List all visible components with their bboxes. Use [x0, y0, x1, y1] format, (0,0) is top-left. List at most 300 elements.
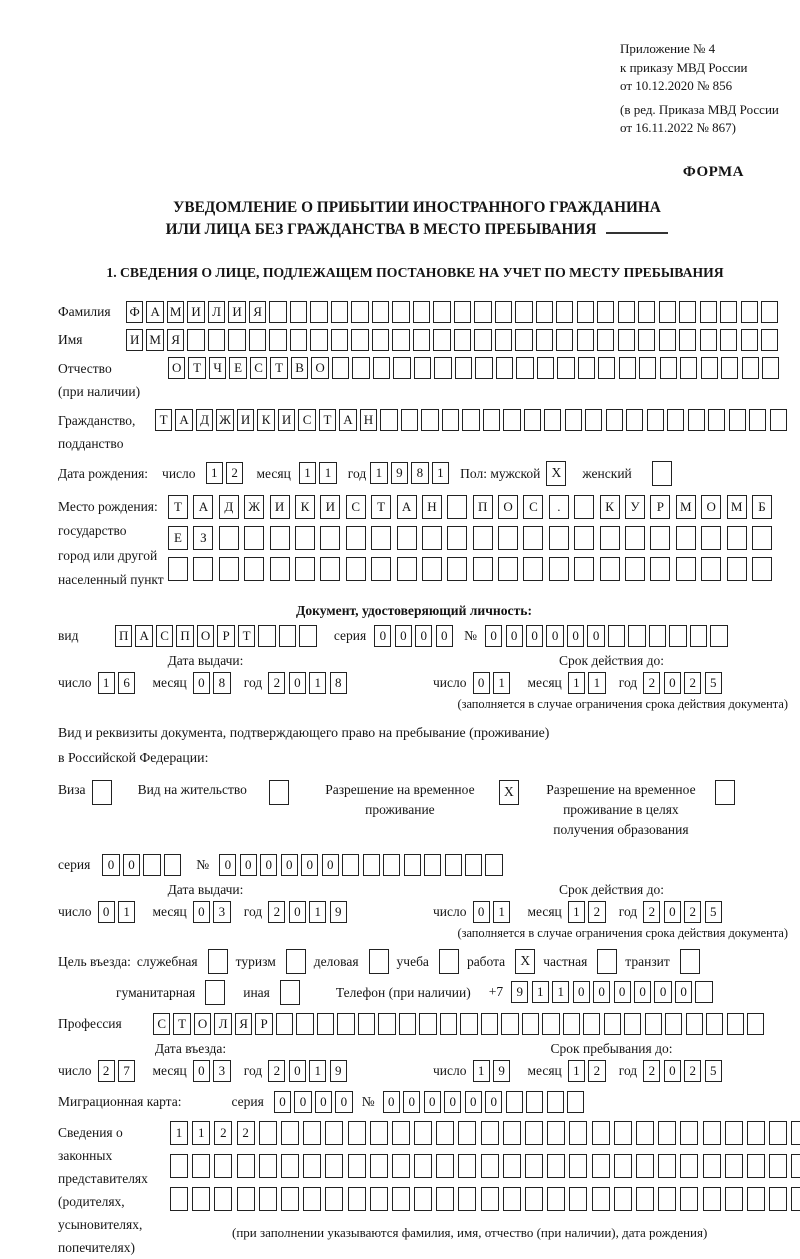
- char-box[interactable]: Т: [270, 357, 287, 379]
- char-box[interactable]: 0: [634, 981, 651, 1003]
- char-box[interactable]: [569, 1121, 587, 1145]
- char-box[interactable]: [269, 329, 286, 351]
- char-box[interactable]: А: [339, 409, 356, 431]
- char-box[interactable]: 2: [226, 462, 243, 484]
- char-box[interactable]: [458, 1121, 476, 1145]
- char-box[interactable]: [706, 1013, 723, 1035]
- char-box[interactable]: [710, 625, 727, 647]
- char-box[interactable]: [352, 357, 369, 379]
- char-box[interactable]: А: [193, 495, 213, 519]
- char-box[interactable]: [503, 409, 520, 431]
- char-box[interactable]: [769, 1121, 787, 1145]
- char-box[interactable]: [542, 1013, 559, 1035]
- char-box[interactable]: [703, 1187, 721, 1211]
- char-box[interactable]: [598, 357, 615, 379]
- char-box[interactable]: 0: [301, 854, 318, 876]
- char-box[interactable]: [645, 1013, 662, 1035]
- char-box[interactable]: [741, 329, 758, 351]
- char-box[interactable]: [433, 301, 450, 323]
- char-box[interactable]: [583, 1013, 600, 1035]
- char-box[interactable]: [700, 329, 717, 351]
- char-box[interactable]: Р: [650, 495, 670, 519]
- char-box[interactable]: 0: [485, 625, 502, 647]
- char-box[interactable]: 0: [193, 901, 210, 923]
- char-box[interactable]: 0: [374, 625, 391, 647]
- char-box[interactable]: Т: [238, 625, 255, 647]
- char-box[interactable]: [600, 557, 620, 581]
- char-box[interactable]: [569, 1187, 587, 1211]
- char-box[interactable]: [325, 1121, 343, 1145]
- char-box[interactable]: 2: [588, 1060, 605, 1082]
- char-box[interactable]: [658, 1121, 676, 1145]
- char-box[interactable]: [380, 409, 397, 431]
- char-box[interactable]: Я: [249, 301, 266, 323]
- char-box[interactable]: [680, 1187, 698, 1211]
- char-box[interactable]: [351, 301, 368, 323]
- char-box[interactable]: [458, 1187, 476, 1211]
- char-box[interactable]: [752, 557, 772, 581]
- char-box[interactable]: Е: [168, 526, 188, 550]
- char-box[interactable]: [473, 557, 493, 581]
- char-box[interactable]: 0: [436, 625, 453, 647]
- char-box[interactable]: 2: [643, 1060, 660, 1082]
- char-box[interactable]: 3: [213, 1060, 230, 1082]
- char-box[interactable]: Т: [173, 1013, 190, 1035]
- char-box[interactable]: [414, 1187, 432, 1211]
- char-box[interactable]: [370, 1121, 388, 1145]
- char-box[interactable]: [636, 1187, 654, 1211]
- char-box[interactable]: 0: [506, 625, 523, 647]
- char-box[interactable]: 3: [213, 901, 230, 923]
- char-box[interactable]: [556, 329, 573, 351]
- char-box[interactable]: Е: [229, 357, 246, 379]
- char-box[interactable]: [650, 557, 670, 581]
- char-box[interactable]: 1: [98, 672, 115, 694]
- char-box[interactable]: [337, 1013, 354, 1035]
- char-box[interactable]: [258, 625, 275, 647]
- char-box[interactable]: [747, 1121, 765, 1145]
- char-box[interactable]: Т: [168, 495, 188, 519]
- char-box[interactable]: [303, 1121, 321, 1145]
- char-box[interactable]: [192, 1187, 210, 1211]
- char-box[interactable]: 0: [322, 854, 339, 876]
- char-box[interactable]: [320, 557, 340, 581]
- purpose-official-checkbox[interactable]: [208, 949, 228, 974]
- char-box[interactable]: 0: [415, 625, 432, 647]
- char-box[interactable]: Ф: [126, 301, 143, 323]
- char-box[interactable]: К: [295, 495, 315, 519]
- char-box[interactable]: [526, 1091, 543, 1113]
- char-box[interactable]: [597, 329, 614, 351]
- char-box[interactable]: [618, 301, 635, 323]
- char-box[interactable]: [563, 1013, 580, 1035]
- char-box[interactable]: 1: [532, 981, 549, 1003]
- char-box[interactable]: [279, 625, 296, 647]
- char-box[interactable]: [547, 1091, 564, 1113]
- char-box[interactable]: С: [346, 495, 366, 519]
- char-box[interactable]: [690, 625, 707, 647]
- char-box[interactable]: [495, 301, 512, 323]
- char-box[interactable]: 0: [546, 625, 563, 647]
- char-box[interactable]: 2: [643, 672, 660, 694]
- char-box[interactable]: [413, 301, 430, 323]
- char-box[interactable]: [445, 854, 462, 876]
- char-box[interactable]: М: [676, 495, 696, 519]
- char-box[interactable]: 0: [593, 981, 610, 1003]
- char-box[interactable]: [525, 1121, 543, 1145]
- char-box[interactable]: Д: [196, 409, 213, 431]
- char-box[interactable]: [647, 409, 664, 431]
- char-box[interactable]: 0: [473, 672, 490, 694]
- char-box[interactable]: 0: [573, 981, 590, 1003]
- char-box[interactable]: [419, 1013, 436, 1035]
- char-box[interactable]: [436, 1121, 454, 1145]
- char-box[interactable]: [769, 1187, 787, 1211]
- char-box[interactable]: [320, 526, 340, 550]
- char-box[interactable]: Д: [219, 495, 239, 519]
- char-box[interactable]: 1: [370, 462, 387, 484]
- char-box[interactable]: [270, 526, 290, 550]
- char-box[interactable]: [565, 409, 582, 431]
- char-box[interactable]: З: [193, 526, 213, 550]
- char-box[interactable]: [725, 1187, 743, 1211]
- char-box[interactable]: [624, 1013, 641, 1035]
- char-box[interactable]: [614, 1154, 632, 1178]
- char-box[interactable]: [358, 1013, 375, 1035]
- char-box[interactable]: [422, 526, 442, 550]
- char-box[interactable]: [557, 357, 574, 379]
- char-box[interactable]: [547, 1187, 565, 1211]
- char-box[interactable]: [597, 301, 614, 323]
- char-box[interactable]: [397, 557, 417, 581]
- char-box[interactable]: [296, 1013, 313, 1035]
- char-box[interactable]: [392, 1154, 410, 1178]
- char-box[interactable]: [747, 1013, 764, 1035]
- char-box[interactable]: [592, 1187, 610, 1211]
- char-box[interactable]: [370, 1154, 388, 1178]
- char-box[interactable]: [638, 329, 655, 351]
- char-box[interactable]: 1: [309, 672, 326, 694]
- char-box[interactable]: А: [146, 301, 163, 323]
- char-box[interactable]: [625, 557, 645, 581]
- char-box[interactable]: [556, 301, 573, 323]
- char-box[interactable]: С: [153, 1013, 170, 1035]
- char-box[interactable]: 8: [330, 672, 347, 694]
- char-box[interactable]: Т: [371, 495, 391, 519]
- char-box[interactable]: [725, 1121, 743, 1145]
- char-box[interactable]: [281, 1187, 299, 1211]
- char-box[interactable]: [168, 557, 188, 581]
- char-box[interactable]: [608, 625, 625, 647]
- char-box[interactable]: И: [126, 329, 143, 351]
- char-box[interactable]: М: [167, 301, 184, 323]
- char-box[interactable]: К: [257, 409, 274, 431]
- char-box[interactable]: [742, 357, 759, 379]
- char-box[interactable]: [392, 301, 409, 323]
- char-box[interactable]: [725, 1154, 743, 1178]
- char-box[interactable]: [701, 357, 718, 379]
- char-box[interactable]: [769, 1154, 787, 1178]
- char-box[interactable]: [310, 329, 327, 351]
- char-box[interactable]: [614, 1187, 632, 1211]
- char-box[interactable]: 6: [118, 672, 135, 694]
- char-box[interactable]: [727, 526, 747, 550]
- char-box[interactable]: [237, 1154, 255, 1178]
- char-box[interactable]: [592, 1121, 610, 1145]
- temp-residence-education-checkbox[interactable]: [715, 780, 735, 805]
- char-box[interactable]: [495, 329, 512, 351]
- char-box[interactable]: 1: [568, 672, 585, 694]
- char-box[interactable]: 0: [614, 981, 631, 1003]
- char-box[interactable]: 1: [319, 462, 336, 484]
- char-box[interactable]: [658, 1154, 676, 1178]
- char-box[interactable]: [762, 357, 779, 379]
- char-box[interactable]: [747, 1187, 765, 1211]
- char-box[interactable]: [414, 1121, 432, 1145]
- char-box[interactable]: [567, 1091, 584, 1113]
- char-box[interactable]: [214, 1154, 232, 1178]
- char-box[interactable]: [516, 357, 533, 379]
- char-box[interactable]: [761, 329, 778, 351]
- char-box[interactable]: [475, 357, 492, 379]
- char-box[interactable]: [749, 409, 766, 431]
- char-box[interactable]: 0: [675, 981, 692, 1003]
- char-box[interactable]: [701, 557, 721, 581]
- char-box[interactable]: [219, 557, 239, 581]
- char-box[interactable]: [373, 357, 390, 379]
- char-box[interactable]: 0: [485, 1091, 502, 1113]
- char-box[interactable]: 0: [403, 1091, 420, 1113]
- char-box[interactable]: 8: [213, 672, 230, 694]
- char-box[interactable]: [325, 1187, 343, 1211]
- char-box[interactable]: [680, 357, 697, 379]
- char-box[interactable]: [729, 409, 746, 431]
- char-box[interactable]: [659, 301, 676, 323]
- char-box[interactable]: [422, 557, 442, 581]
- char-box[interactable]: 9: [330, 901, 347, 923]
- char-box[interactable]: [363, 854, 380, 876]
- char-box[interactable]: [721, 357, 738, 379]
- char-box[interactable]: [436, 1187, 454, 1211]
- char-box[interactable]: [503, 1121, 521, 1145]
- char-box[interactable]: [351, 329, 368, 351]
- char-box[interactable]: [703, 1121, 721, 1145]
- char-box[interactable]: 0: [98, 901, 115, 923]
- char-box[interactable]: [638, 301, 655, 323]
- char-box[interactable]: [524, 409, 541, 431]
- char-box[interactable]: [310, 301, 327, 323]
- char-box[interactable]: [679, 301, 696, 323]
- char-box[interactable]: [392, 329, 409, 351]
- char-box[interactable]: [371, 526, 391, 550]
- char-box[interactable]: [259, 1154, 277, 1178]
- char-box[interactable]: [720, 329, 737, 351]
- char-box[interactable]: 5: [705, 901, 722, 923]
- char-box[interactable]: [536, 301, 553, 323]
- char-box[interactable]: [295, 557, 315, 581]
- char-box[interactable]: А: [135, 625, 152, 647]
- char-box[interactable]: В: [291, 357, 308, 379]
- char-box[interactable]: [503, 1187, 521, 1211]
- char-box[interactable]: [680, 1154, 698, 1178]
- char-box[interactable]: П: [115, 625, 132, 647]
- char-box[interactable]: [303, 1154, 321, 1178]
- char-box[interactable]: Ч: [209, 357, 226, 379]
- char-box[interactable]: [650, 526, 670, 550]
- char-box[interactable]: [481, 1121, 499, 1145]
- residence-permit-checkbox[interactable]: [269, 780, 289, 805]
- char-box[interactable]: [458, 1154, 476, 1178]
- char-box[interactable]: [665, 1013, 682, 1035]
- char-box[interactable]: [290, 301, 307, 323]
- char-box[interactable]: [741, 301, 758, 323]
- char-box[interactable]: [259, 1121, 277, 1145]
- char-box[interactable]: [436, 1154, 454, 1178]
- char-box[interactable]: [686, 1013, 703, 1035]
- char-box[interactable]: [659, 329, 676, 351]
- char-box[interactable]: 2: [684, 901, 701, 923]
- male-checkbox[interactable]: X: [546, 461, 566, 486]
- char-box[interactable]: Т: [319, 409, 336, 431]
- char-box[interactable]: 1: [493, 901, 510, 923]
- char-box[interactable]: 0: [654, 981, 671, 1003]
- char-box[interactable]: [372, 301, 389, 323]
- char-box[interactable]: [372, 329, 389, 351]
- char-box[interactable]: [639, 357, 656, 379]
- char-box[interactable]: О: [311, 357, 328, 379]
- char-box[interactable]: [720, 301, 737, 323]
- char-box[interactable]: 1: [299, 462, 316, 484]
- char-box[interactable]: [636, 1154, 654, 1178]
- char-box[interactable]: Р: [255, 1013, 272, 1035]
- char-box[interactable]: [525, 1154, 543, 1178]
- char-box[interactable]: И: [320, 495, 340, 519]
- char-box[interactable]: 9: [330, 1060, 347, 1082]
- char-box[interactable]: 2: [268, 901, 285, 923]
- char-box[interactable]: [600, 526, 620, 550]
- char-box[interactable]: [393, 357, 410, 379]
- char-box[interactable]: [269, 301, 286, 323]
- char-box[interactable]: [604, 1013, 621, 1035]
- char-box[interactable]: [727, 557, 747, 581]
- char-box[interactable]: [700, 301, 717, 323]
- char-box[interactable]: [649, 625, 666, 647]
- char-box[interactable]: Н: [422, 495, 442, 519]
- char-box[interactable]: [695, 981, 712, 1003]
- char-box[interactable]: [187, 329, 204, 351]
- char-box[interactable]: [414, 1154, 432, 1178]
- char-box[interactable]: [569, 1154, 587, 1178]
- char-box[interactable]: [192, 1154, 210, 1178]
- char-box[interactable]: [249, 329, 266, 351]
- char-box[interactable]: 0: [289, 672, 306, 694]
- char-box[interactable]: 1: [568, 901, 585, 923]
- char-box[interactable]: [244, 557, 264, 581]
- char-box[interactable]: [237, 1187, 255, 1211]
- purpose-business-checkbox[interactable]: [369, 949, 389, 974]
- char-box[interactable]: 0: [664, 901, 681, 923]
- char-box[interactable]: 0: [193, 672, 210, 694]
- purpose-private-checkbox[interactable]: [597, 949, 617, 974]
- char-box[interactable]: [447, 495, 467, 519]
- char-box[interactable]: [433, 329, 450, 351]
- char-box[interactable]: [618, 329, 635, 351]
- char-box[interactable]: [170, 1187, 188, 1211]
- char-box[interactable]: У: [625, 495, 645, 519]
- female-checkbox[interactable]: [652, 461, 672, 486]
- char-box[interactable]: [536, 329, 553, 351]
- char-box[interactable]: [485, 854, 502, 876]
- char-box[interactable]: [592, 1154, 610, 1178]
- char-box[interactable]: [460, 1013, 477, 1035]
- char-box[interactable]: С: [298, 409, 315, 431]
- char-box[interactable]: [791, 1187, 800, 1211]
- char-box[interactable]: 0: [260, 854, 277, 876]
- char-box[interactable]: [447, 526, 467, 550]
- char-box[interactable]: [496, 357, 513, 379]
- char-box[interactable]: О: [498, 495, 518, 519]
- char-box[interactable]: 2: [268, 672, 285, 694]
- char-box[interactable]: [473, 526, 493, 550]
- purpose-humanitarian-checkbox[interactable]: [205, 980, 225, 1005]
- char-box[interactable]: Я: [235, 1013, 252, 1035]
- char-box[interactable]: [703, 1154, 721, 1178]
- char-box[interactable]: [214, 1187, 232, 1211]
- char-box[interactable]: [515, 301, 532, 323]
- char-box[interactable]: И: [270, 495, 290, 519]
- char-box[interactable]: 0: [193, 1060, 210, 1082]
- char-box[interactable]: 0: [294, 1091, 311, 1113]
- char-box[interactable]: [442, 409, 459, 431]
- char-box[interactable]: [660, 357, 677, 379]
- char-box[interactable]: 0: [424, 1091, 441, 1113]
- char-box[interactable]: 0: [102, 854, 119, 876]
- char-box[interactable]: [281, 1121, 299, 1145]
- char-box[interactable]: Я: [167, 329, 184, 351]
- char-box[interactable]: 2: [237, 1121, 255, 1145]
- char-box[interactable]: [454, 329, 471, 351]
- char-box[interactable]: [577, 301, 594, 323]
- char-box[interactable]: 0: [123, 854, 140, 876]
- char-box[interactable]: [474, 329, 491, 351]
- char-box[interactable]: [708, 409, 725, 431]
- char-box[interactable]: 2: [684, 1060, 701, 1082]
- char-box[interactable]: [628, 625, 645, 647]
- char-box[interactable]: 5: [705, 672, 722, 694]
- char-box[interactable]: [606, 409, 623, 431]
- char-box[interactable]: 0: [219, 854, 236, 876]
- char-box[interactable]: [791, 1121, 800, 1145]
- char-box[interactable]: С: [250, 357, 267, 379]
- char-box[interactable]: 0: [240, 854, 257, 876]
- char-box[interactable]: [259, 1187, 277, 1211]
- char-box[interactable]: [440, 1013, 457, 1035]
- char-box[interactable]: [636, 1121, 654, 1145]
- char-box[interactable]: Ж: [216, 409, 233, 431]
- visa-checkbox[interactable]: [92, 780, 112, 805]
- char-box[interactable]: [498, 557, 518, 581]
- char-box[interactable]: [791, 1154, 800, 1178]
- char-box[interactable]: М: [727, 495, 747, 519]
- char-box[interactable]: [547, 1154, 565, 1178]
- purpose-transit-checkbox[interactable]: [680, 949, 700, 974]
- char-box[interactable]: [276, 1013, 293, 1035]
- char-box[interactable]: Н: [360, 409, 377, 431]
- char-box[interactable]: 9: [511, 981, 528, 1003]
- char-box[interactable]: [370, 1187, 388, 1211]
- char-box[interactable]: [483, 409, 500, 431]
- purpose-work-checkbox[interactable]: X: [515, 949, 535, 974]
